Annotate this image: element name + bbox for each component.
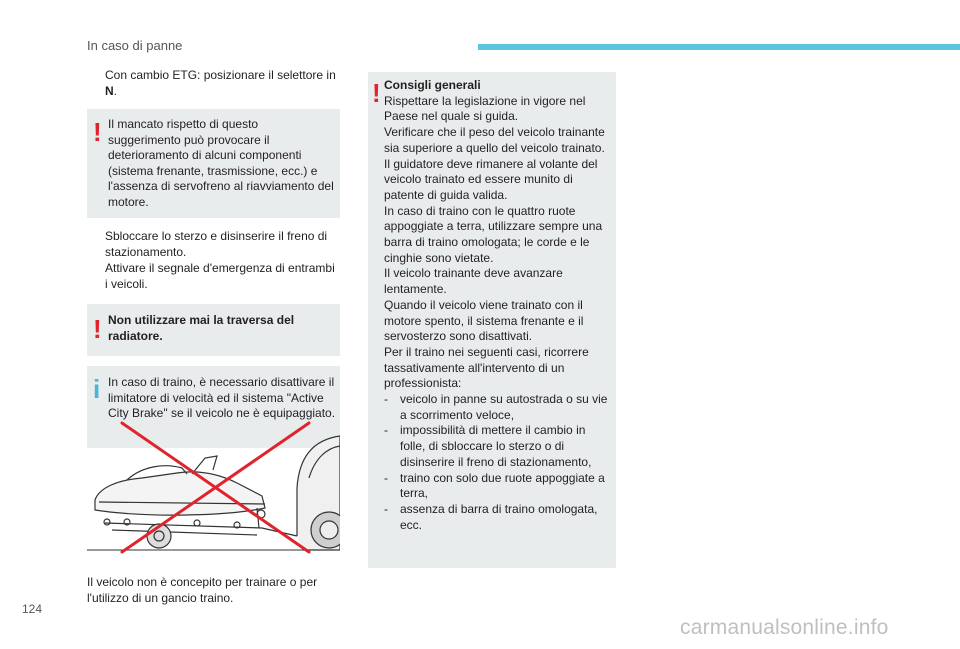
warning-icon: ! bbox=[93, 117, 102, 147]
gear-selector-n: N bbox=[105, 83, 114, 98]
list-item: - veicolo in panne su autostrada o su vie a scorrimento veloce, bbox=[384, 392, 610, 423]
warning-text: Il mancato rispetto di questo suggerimento può provocare il deterioramento di alcuni componenti (sistema frenante, trasmissione, ecc.) e l'assenza di servofreno al riavviamento del motore. bbox=[108, 117, 334, 209]
advice-paragraph: Il veicolo trainante deve avanzare lentamente. bbox=[384, 266, 563, 297]
warning-icon: ! bbox=[372, 78, 381, 108]
bullet-item bbox=[87, 261, 340, 292]
info-text: In caso di traino, è necessario disattivare il limitatore di velocità ed il sistema "Active City Brake" se il veicolo ne è equipaggiato. bbox=[108, 375, 336, 420]
bullet-icon bbox=[87, 68, 105, 99]
warning-text: Non utilizzare mai la traversa del radiatore. bbox=[108, 313, 295, 343]
info-icon: i bbox=[93, 374, 101, 404]
watermark: carmanualsonline.info bbox=[680, 616, 889, 639]
bullet-icon bbox=[87, 261, 105, 292]
bullet-item: Con cambio ETG: posizionare il selettore in N. bbox=[87, 68, 340, 99]
warning-box bbox=[87, 109, 340, 218]
bullet-icon bbox=[87, 229, 105, 260]
illustration-caption: Il veicolo non è concepito per trainare o per l'utilizzo di un gancio traino. bbox=[87, 575, 318, 605]
advice-paragraph: Il guidatore deve rimanere al volante del veicolo trainato ed essere munito di patente di guida valida. bbox=[384, 156, 598, 202]
warning-icon: ! bbox=[93, 314, 102, 344]
header-accent-bar bbox=[478, 44, 960, 50]
advice-paragraph: Verificare che il peso del veicolo trainante sia superiore a quello del veicolo trainato. bbox=[384, 125, 605, 155]
list-item: - assenza di barra di traino omologata, ecc. bbox=[384, 502, 610, 533]
warning-box bbox=[87, 304, 340, 356]
bullet-item bbox=[87, 229, 340, 260]
list-item-text: impossibilità di mettere il cambio in folle, di sbloccare lo sterzo o di disinserire il freno di stazionamento, bbox=[400, 423, 592, 469]
bullet-group bbox=[87, 229, 340, 292]
bullet-text: Attivare il segnale d'emergenza di entrambi i veicoli. bbox=[105, 261, 335, 291]
list-item-text: assenza di barra di traino omologata, ecc. bbox=[400, 501, 598, 532]
bullet-text: Con cambio ETG: posizionare il selettore in bbox=[105, 68, 336, 82]
general-advice-box bbox=[368, 72, 616, 568]
left-column bbox=[87, 68, 340, 448]
towing-prohibited-illustration bbox=[87, 418, 340, 556]
list-item: - impossibilità di mettere il cambio in folle, di sbloccare lo sterzo o di disinserire il freno di stazionamento, bbox=[384, 423, 610, 470]
advice-paragraph: Rispettare la legislazione in vigore nel Paese nel quale si guida. bbox=[384, 93, 586, 124]
page-number: 124 bbox=[22, 602, 43, 616]
section-title: In caso di panne bbox=[87, 38, 183, 53]
list-item-text: veicolo in panne su autostrada o su vie a scorrimento veloce, bbox=[400, 392, 608, 422]
advice-paragraph: In caso di traino con le quattro ruote appoggiate a terra, utilizzare sempre una barra di traino omologata; le corde e le cinghie sono vietate. bbox=[384, 203, 603, 265]
advice-paragraph: Quando il veicolo viene trainato con il motore spento, il sistema frenante e il servosterzo sono disattivati. bbox=[384, 297, 584, 344]
advice-title: Consigli generali bbox=[384, 78, 481, 92]
advice-paragraph: Per il traino nei seguenti casi, ricorrere tassativamente all'intervento di un professionista: bbox=[384, 344, 589, 391]
list-item-text: traino con solo due ruote appoggiate a terra, bbox=[400, 470, 605, 501]
bullet-text: Sbloccare lo sterzo e disinserire il freno di stazionamento. bbox=[105, 229, 328, 259]
list-item: - traino con solo due ruote appoggiate a terra, bbox=[384, 471, 610, 502]
